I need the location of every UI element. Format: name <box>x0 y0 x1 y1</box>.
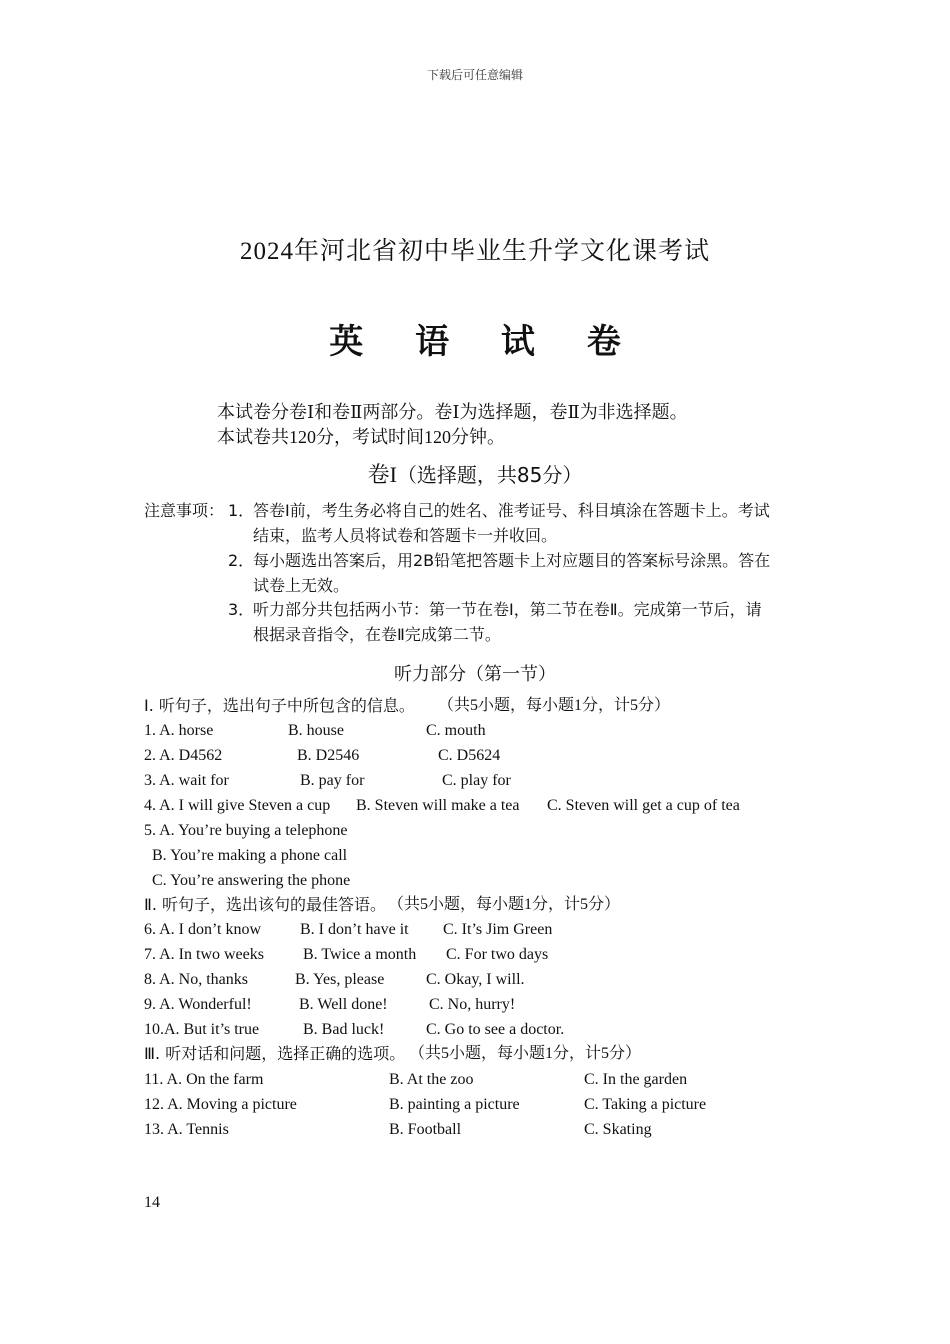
q10-option-c: C. Go to see a doctor. <box>426 1021 565 1038</box>
q5-option-c: C. You’re answering the phone <box>152 872 351 889</box>
q11-option-b: B. At the zoo <box>389 1071 474 1088</box>
q8-option-c: C. Okay, I will. <box>426 971 525 988</box>
header-note: 下载后可任意编辑 <box>426 68 523 82</box>
q3-option-c: C. play for <box>442 772 511 789</box>
paper-title: 英 语 试 卷 <box>329 322 641 362</box>
note-1-num: 1． <box>228 501 255 520</box>
q6-option-b: B. I don’t have it <box>300 921 409 938</box>
q13-option-a: 13. A. Tennis <box>144 1121 229 1138</box>
q6-option-c: C. It’s Jim Green <box>443 921 553 938</box>
part2-heading-text: Ⅱ. 听句子，选出该句的最佳答语。 <box>144 895 387 914</box>
note-1-line1: 答卷Ⅰ前，考生务必将自己的姓名、准考证号、科目填涂在答题卡上。考试 <box>253 501 770 520</box>
section-title-rest: （选择题，共85分） <box>396 463 583 487</box>
section-title <box>0 458 950 489</box>
q4-option-a: 4. A. I will give Steven a cup <box>144 797 331 814</box>
q4-option-c: C. Steven will get a cup of tea <box>547 797 740 814</box>
part2-points: （共5小题，每小题1分，计5分） <box>388 896 621 913</box>
q5-option-b: B. You’re making a phone call <box>152 847 348 864</box>
intro-line-1: 本试卷分卷Ⅰ和卷Ⅱ两部分。卷Ⅰ为选择题，卷Ⅱ为非选择题。 <box>217 402 688 422</box>
q9-option-a: 9. A. Wonderful! <box>144 996 252 1013</box>
q2-option-c: C. D5624 <box>438 747 501 764</box>
note-2-line2: 试卷上无效。 <box>253 576 350 595</box>
section-title-roman: 卷I <box>367 462 397 487</box>
q3-option-a: 3. A. wait for <box>144 772 229 789</box>
q2-option-a: 2. A. D4562 <box>144 747 223 764</box>
q7-option-a: 7. A. In two weeks <box>144 946 264 963</box>
q1-option-a: 1. A. horse <box>144 722 214 739</box>
q9-option-c: C. No, hurry! <box>429 996 516 1013</box>
q11-option-a: 11. A. On the farm <box>144 1071 264 1088</box>
q10-option-b: B. Bad luck! <box>303 1021 385 1038</box>
q4-option-b: B. Steven will make a tea <box>356 797 520 814</box>
intro-line-2: 本试卷共120分，考试时间120分钟。 <box>217 427 505 447</box>
q12-option-b: B. painting a picture <box>389 1096 520 1113</box>
note-2-line1: 每小题选出答案后，用2B铅笔把答题卡上对应题目的答案标号涂黑。答在 <box>253 551 771 570</box>
part3-points: （共5小题，每小题1分，计5分） <box>409 1045 642 1062</box>
q8-option-b: B. Yes, please <box>295 971 385 988</box>
listening-heading: 听力部分（第一节） <box>394 664 556 685</box>
note-3-line2: 根据录音指令，在卷Ⅱ完成第二节。 <box>253 625 501 644</box>
part1-heading-text: Ⅰ. 听句子，选出句子中所包含的信息。 <box>144 696 415 715</box>
note-3-line1: 听力部分共包括两小节：第一节在卷Ⅰ，第二节在卷Ⅱ。完成第一节后，请 <box>253 600 762 619</box>
page-number: 14 <box>144 1194 160 1211</box>
note-3-num: 3． <box>228 600 255 619</box>
note-1-line2: 结束，监考人员将试卷和答题卡一并收回。 <box>253 526 558 545</box>
q12-option-a: 12. A. Moving a picture <box>144 1096 297 1113</box>
q2-option-b: B. D2546 <box>297 747 360 764</box>
notes-label: 注意事项： <box>144 501 225 520</box>
q1-option-b: B. house <box>288 722 344 739</box>
q11-option-c: C. In the garden <box>584 1071 688 1088</box>
q13-option-b: B. Football <box>389 1121 462 1138</box>
q3-option-b: B. pay for <box>300 772 365 789</box>
q8-option-a: 8. A. No, thanks <box>144 971 248 988</box>
part1-points: （共5小题，每小题1分，计5分） <box>438 697 671 714</box>
note-2-num: 2． <box>228 551 255 570</box>
part3-heading-text: Ⅲ. 听对话和问题，选择正确的选项。 <box>144 1044 406 1063</box>
q6-option-a: 6. A. I don’t know <box>144 921 262 938</box>
exam-title: 2024年河北省初中毕业生升学文化课考试 <box>239 238 710 265</box>
q9-option-b: B. Well done! <box>299 996 388 1013</box>
q7-option-c: C. For two days <box>446 946 549 963</box>
q1-option-c: C. mouth <box>426 722 486 739</box>
q12-option-c: C. Taking a picture <box>584 1096 707 1113</box>
q5-option-a: 5. A. You’re buying a telephone <box>144 822 348 839</box>
q7-option-b: B. Twice a month <box>303 946 417 963</box>
q10-option-a: 10.A. But it’s true <box>144 1021 260 1038</box>
q13-option-c: C. Skating <box>584 1121 652 1138</box>
